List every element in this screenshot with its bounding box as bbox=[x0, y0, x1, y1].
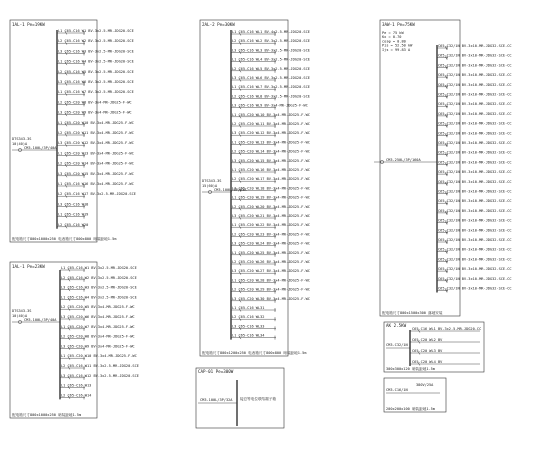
circuit-label: L1 C65-C20 WL28 BV-3x4-MR-JDG25-F-WC bbox=[232, 278, 310, 283]
circuit-row bbox=[231, 324, 276, 330]
circuit-label: L3 C65-C16 WL3 BV-3x2.5-MR-JDG20-SCE bbox=[232, 48, 310, 53]
incoming-rating: 10(40)A bbox=[12, 314, 28, 318]
circuit-label: L1 C65-C16 WL4 BV-3x2.5-MR-JDG20-SCE bbox=[232, 57, 310, 62]
circuit-label: L3 C65-C20 W6 BV-3x4-MR-JDG25-F-WC bbox=[61, 315, 135, 319]
circuit-row bbox=[57, 131, 134, 137]
load-calc-line: cosφ = 0.80 bbox=[382, 39, 406, 44]
circuit-label: L1 C65-C20 W10 BV-3x4-MR-JDG25-F-WC bbox=[58, 120, 134, 125]
circuit-row bbox=[57, 192, 136, 198]
circuit-row bbox=[57, 90, 134, 96]
panel-note: 接总等电位联结端子箱 bbox=[240, 397, 276, 401]
circuit-row bbox=[57, 213, 88, 219]
circuit-row bbox=[57, 151, 134, 157]
circuit-label: L2 C65-C16 W14 bbox=[61, 393, 92, 398]
circuit-row bbox=[437, 257, 512, 263]
circuit-row bbox=[60, 374, 139, 380]
circuit-label: C65-C32/1N BV-3x10-MR-JDG32-SCE-CC bbox=[438, 53, 512, 58]
load-calc-line: Ijs = 99.83 A bbox=[382, 47, 411, 52]
circuit-row bbox=[437, 267, 512, 273]
circuit-label: C65-C32/1N BV-3x10-MR-JDG32-SCE-CC bbox=[438, 44, 512, 48]
panel-footer: 配电箱尺寸800x1000x250 电表箱尺寸800x800 暗装距地1.5m bbox=[12, 237, 117, 241]
incoming-model: DTS343-3S bbox=[202, 179, 222, 183]
circuit-row bbox=[60, 266, 137, 272]
incoming-model: DTS343-3S bbox=[12, 137, 32, 141]
circuit-label: C65-C32/1N BV-3x10-MR-JDG32-SCE-CC bbox=[438, 267, 512, 272]
circuit-label: L2 C65-C20 WL26 BV-3x4-MR-JDG25-F-WC bbox=[232, 260, 310, 264]
circuit-row bbox=[437, 170, 512, 176]
circuit-label: C65-C32/1N BV-3x10-MR-JDG32-SCE-CC bbox=[438, 141, 512, 145]
load-calc-line: Pjs = 52.50 kW bbox=[382, 43, 413, 48]
load-calc-line: Pe = 75 kW bbox=[382, 31, 404, 35]
incoming-breaker: CM3-100L/3P/40A bbox=[24, 146, 57, 150]
circuit-row bbox=[437, 277, 512, 283]
circuit-row bbox=[57, 70, 134, 76]
circuit-row bbox=[437, 141, 512, 147]
circuit-label: L3 C65-C16 W18 bbox=[58, 202, 89, 207]
circuit-label: L1 C65-C16 WL7 BV-3x2.5-MR-JDG20-SCE bbox=[232, 85, 310, 90]
ap-bottom-left bbox=[10, 262, 139, 418]
ap-top-left bbox=[10, 20, 136, 242]
circuit-row bbox=[57, 162, 134, 168]
circuit-label: C65-C32/1N BV-3x10-MR-JDG32-SCE-CC bbox=[438, 208, 512, 213]
circuit-row bbox=[231, 85, 310, 91]
circuit-row bbox=[231, 150, 310, 156]
panel-footer: 200x200x100 暗装距地1.5m bbox=[386, 407, 435, 411]
circuit-label: C65-C16 WL1 BV-3x2.5-MR-JDG20-CC bbox=[412, 327, 482, 331]
incoming-breaker: CM3-250L/3P/160A bbox=[386, 158, 421, 162]
circuit-row bbox=[57, 60, 134, 66]
circuit-row bbox=[60, 295, 137, 301]
circuit-label: L2 C65-C16 W17 BV-3x2.5-MR-JDG20-SCE bbox=[58, 192, 136, 197]
circuit-row bbox=[410, 327, 481, 333]
circuit-label: L1 C65-C20 W10 BV-3x4-MR-JDG25-F-WC bbox=[61, 354, 137, 359]
circuit-row bbox=[437, 73, 512, 79]
circuit-label: L1 C65-C20 WL16 BV-3x4-MR-JDG25-F-WC bbox=[232, 168, 310, 172]
circuit-row bbox=[231, 140, 310, 146]
circuit-label: C65-C32/1N BV-3x10-MR-JDG32-SCE-CC bbox=[438, 189, 512, 194]
circuit-row bbox=[437, 248, 512, 254]
panel-title: 1AL-1 Pe=23KW bbox=[12, 264, 45, 269]
circuit-row bbox=[437, 209, 512, 215]
circuit-label: L3 C65-C20 W9 BV-3x4-MR-JDG25-F-WC bbox=[61, 344, 135, 349]
circuit-row bbox=[437, 63, 512, 69]
circuit-row bbox=[231, 260, 310, 266]
circuit-row bbox=[231, 242, 310, 248]
circuit-label: L2 C65-C16 W5 BV-3x2.5-MR-JDG20-SCE bbox=[58, 69, 134, 74]
circuit-row bbox=[231, 306, 276, 312]
circuit-row bbox=[57, 223, 88, 229]
circuit-row bbox=[231, 251, 310, 257]
circuit-label: C65-C32/1N BV-3x10-MR-JDG32-SCE-CC bbox=[438, 257, 512, 262]
circuit-label: L1 C65-C20 W7 BV-3x4-MR-JDG25-F-WC bbox=[61, 324, 135, 329]
circuit-label: C65-C32/1N BV-3x10-MR-JDG32-SCE-CC bbox=[438, 102, 512, 107]
panel-rating: 380V/25A bbox=[416, 383, 434, 387]
circuit-row bbox=[437, 199, 512, 205]
circuit-row bbox=[410, 349, 480, 355]
circuit-label: L1 C65-C16 WL31 bbox=[232, 306, 265, 310]
circuit-label: C65-C32/1N BV-3x10-MR-JDG32-SCE-CC bbox=[438, 121, 512, 126]
circuit-row bbox=[60, 393, 91, 399]
circuit-label: L3 C65-C20 WL27 BV-3x4-MR-JDG25-F-WC bbox=[232, 269, 310, 274]
panel-title: AK 2.5KW bbox=[386, 323, 407, 328]
circuit-row bbox=[231, 168, 310, 174]
circuit-label: C65-C32/1N BV-3x10-MR-JDG32-SCE-CC bbox=[438, 160, 512, 165]
circuit-row bbox=[231, 196, 310, 202]
circuit-label: L3 C65-C16 WL6 BV-3x2.5-MR-JDG20-SCE bbox=[232, 76, 310, 80]
circuit-label: C65-C32/1N BV-3x10-MR-JDG32-SCE-CC bbox=[438, 73, 512, 78]
incoming-model: DTS343-3S bbox=[12, 309, 32, 313]
circuit-row bbox=[231, 297, 310, 303]
incoming-rating: 10(40)A bbox=[12, 142, 28, 146]
circuit-label: L1 C65-C16 W13 bbox=[61, 383, 92, 388]
circuit-label: L3 C65-C16 W3 BV-3x2.5-MR-JDG20-SCE bbox=[61, 285, 137, 290]
circuit-label: C65-C32/1N BV-3x10-MR-JDG32-SCE-CC bbox=[438, 150, 512, 155]
circuit-row bbox=[437, 44, 512, 50]
circuit-row bbox=[231, 113, 310, 119]
circuit-row bbox=[231, 30, 310, 36]
circuit-label: L3 C65-C20 W9 BV-3x4-MR-JDG25-F-WC bbox=[58, 110, 132, 115]
panel-title: 1AL-1 Pe=19KW bbox=[12, 22, 45, 27]
circuit-label: C65-C32/1N BV-3x10-MR-JDG32-SCE-CC bbox=[438, 63, 512, 68]
circuit-label: L1 C65-C20 WL25 BV-3x4-MR-JDG25-F-WC bbox=[232, 250, 310, 255]
circuit-row bbox=[231, 232, 310, 238]
circuit-label: C65-C32/1N BV-3x10-MR-JDG32-SCE-CC bbox=[438, 228, 512, 233]
circuit-label: L1 C65-C16 W4 BV-3x2.5-MR-JDG20-SCE bbox=[61, 295, 137, 300]
circuit-row bbox=[231, 223, 310, 229]
circuit-row bbox=[437, 219, 512, 225]
incoming-breaker: CM3-C16/1N bbox=[386, 388, 408, 392]
circuit-label: C65-C32/1N BV-3x10-MR-JDG32-SCE-CC bbox=[438, 276, 512, 281]
circuit-row bbox=[57, 182, 134, 188]
circuit-row bbox=[57, 172, 134, 178]
circuit-label: L3 C65-C20 WL12 BV-3x4-MR-JDG25-F-WC bbox=[232, 131, 310, 136]
circuit-label: C65-C32/1N BV-3x10-MR-JDG32-SCE-CC bbox=[438, 238, 512, 242]
circuit-label: L2 C65-C16 W2 BV-3x2.5-MR-JDG20-SCE bbox=[58, 39, 134, 44]
circuit-row bbox=[57, 141, 134, 147]
circuit-row bbox=[437, 160, 512, 166]
panel-footer: 配电箱尺寸800x1000x250 暗装距地1.5m bbox=[12, 413, 82, 417]
panel-footer: 300x300x120 暗装距地1.5m bbox=[386, 367, 435, 371]
circuit-row bbox=[437, 287, 512, 293]
incoming-breaker: CM3-100L/3P/40A bbox=[24, 318, 57, 322]
circuit-label: L2 C65-C20 WL29 BV-3x4-MR-JDG25-F-WC bbox=[232, 287, 310, 292]
circuit-label: L2 C65-C20 WL20 BV-3x4-MR-JDG25-F-WC bbox=[232, 204, 310, 209]
circuit-row bbox=[231, 205, 310, 211]
circuit-label: C65-C32/1N BV-3x10-MR-JDG32-SCE-CC bbox=[438, 179, 512, 184]
circuit-label: L2 C65-C16 W20 bbox=[58, 222, 89, 227]
ap-bottom-right-a bbox=[384, 322, 484, 372]
circuit-label: L1 C65-C20 WL10 BV-3x4-MR-JDG25-F-WC bbox=[232, 112, 310, 117]
ap-top-right bbox=[374, 20, 512, 316]
incoming-rating: 15(60)A bbox=[202, 184, 218, 188]
circuit-label: L2 C65-C20 W14 BV-3x4-MR-JDG25-F-WC bbox=[58, 161, 134, 166]
circuit-row bbox=[437, 112, 512, 118]
circuit-label: L2 C65-C16 W2 BV-3x2.5-MR-JDG20-SCE bbox=[61, 275, 137, 280]
circuit-label: L2 C65-C16 WL32 bbox=[232, 315, 265, 320]
panel-title: 3AW-1 Pe=75KW bbox=[382, 22, 415, 27]
circuit-row bbox=[231, 48, 310, 54]
circuit-row bbox=[231, 58, 310, 64]
circuit-label: L1 C65-C16 W7 BV-3x2.5-MR-JDG20-SCE bbox=[58, 90, 134, 95]
circuit-row bbox=[437, 102, 512, 108]
circuit-row bbox=[60, 384, 91, 390]
circuit-row bbox=[437, 190, 512, 196]
circuit-row bbox=[231, 288, 310, 294]
circuit-label: L2 C65-C20 WL11 BV-3x4-MR-JDG25-F-WC bbox=[232, 122, 310, 126]
circuit-row bbox=[57, 80, 134, 86]
circuit-row bbox=[231, 104, 308, 110]
circuit-label: L3 C65-C20 W12 BV-3x4-MR-JDG25-F-WC bbox=[58, 141, 134, 146]
circuit-label: C65-C32/1N BV-3x10-MR-JDG32-SCE-CC bbox=[438, 92, 512, 97]
circuit-label: L1 C65-C16 WL34 bbox=[232, 333, 265, 338]
circuit-row bbox=[60, 276, 137, 282]
circuit-label: L3 C65-C16 WL9 BV-3x4-MR-JDG25-F-WC bbox=[232, 103, 308, 108]
circuit-row bbox=[231, 67, 310, 73]
circuit-label: L2 C65-C20 WL17 BV-3x4-MR-JDG25-F-WC bbox=[232, 177, 310, 182]
circuit-label: L2 C65-C20 W8 BV-3x4-MR-JDG25-F-WC bbox=[58, 100, 132, 105]
circuit-row bbox=[231, 177, 310, 183]
ap-bottom-right-b bbox=[384, 378, 446, 412]
circuit-label: C65-C32/1N BV-3x10-MR-JDG32-SCE-CC bbox=[438, 111, 512, 116]
incoming-breaker: CM3-100L/3P/32A bbox=[200, 398, 233, 402]
circuit-label: L1 C65-C20 WL19 BV-3x4-MR-JDG25-F-WC bbox=[232, 195, 310, 200]
circuit-row bbox=[437, 122, 512, 128]
circuit-label: L3 C65-C20 W15 BV-3x4-MR-JDG25-F-WC bbox=[58, 171, 134, 176]
circuit-row bbox=[437, 83, 512, 89]
circuit-row bbox=[57, 49, 134, 55]
panel-title: 2AL-2 Pe=30KW bbox=[202, 22, 235, 27]
circuit-row bbox=[231, 159, 310, 165]
circuit-label: C65-C32/1N BV-3x10-MR-JDG32-SCE-CC bbox=[438, 247, 512, 252]
circuit-label: C65-C32/1N BV-3x10-MR-JDG32-SCE-CC bbox=[438, 199, 512, 204]
circuit-label: C65-C20 WL2 BV bbox=[412, 338, 443, 342]
circuit-row bbox=[437, 93, 512, 99]
incoming-breaker: CM3-C32/1N bbox=[386, 343, 408, 347]
circuit-label: L1 C65-C16 W1 BV-3x2.5-MR-JDG20-SCE bbox=[61, 266, 137, 270]
circuit-label: L2 C65-C20 WL14 BV-3x4-MR-JDG25-F-WC bbox=[232, 149, 310, 154]
circuit-row bbox=[231, 334, 276, 340]
circuit-row bbox=[57, 202, 88, 208]
circuit-label: L2 C65-C16 WL2 BV-3x2.5-MR-JDG20-SCE bbox=[232, 39, 310, 44]
panel-title: CAP-01 Pe=300W bbox=[198, 369, 234, 374]
circuit-row bbox=[410, 338, 480, 344]
circuit-label: L1 C65-C16 W1 BV-3x2.5-MR-JDG20-SCE bbox=[58, 29, 134, 33]
ap-bottom-center bbox=[196, 368, 284, 428]
circuit-label: L2 C65-C16 WL8 BV-3x2.5-MR-JDG20-SCE bbox=[232, 94, 310, 99]
circuit-label: L3 C65-C20 WL18 BV-3x4-MR-JDG25-F-WC bbox=[232, 186, 310, 191]
circuit-row bbox=[231, 278, 310, 284]
circuit-label: L3 C65-C20 WL30 BV-3x4-MR-JDG25-F-WC bbox=[232, 296, 310, 301]
circuit-label: L1 C65-C20 W13 BV-3x4-MR-JDG25-F-WC bbox=[58, 151, 134, 156]
circuit-row bbox=[231, 94, 310, 100]
circuit-row bbox=[57, 121, 134, 127]
circuit-label: L3 C65-C16 W3 BV-3x2.5-MR-JDG20-SCE bbox=[58, 49, 134, 54]
circuit-row bbox=[57, 111, 132, 117]
circuit-label: L1 C65-C16 W19 bbox=[58, 212, 89, 217]
circuit-label: C65-C32/1N BV-3x10-MR-JDG32-SCE-CC bbox=[438, 170, 512, 175]
circuit-row bbox=[57, 39, 134, 45]
circuit-row bbox=[231, 269, 310, 275]
circuit-row bbox=[231, 214, 310, 220]
circuit-label: L2 C65-C20 WL23 BV-3x4-MR-JDG25-F-WC bbox=[232, 232, 310, 237]
circuit-label: L1 C65-C20 WL13 BV-3x4-MR-JDG25-F-WC bbox=[232, 140, 310, 145]
circuit-label: C65-C32/1N BV-3x10-MR-JDG32-SCE-CC bbox=[438, 218, 512, 223]
circuit-row bbox=[231, 315, 276, 321]
circuit-label: L2 C65-C20 W11 BV-3x4-MR-JDG25-F-WC bbox=[58, 131, 134, 135]
circuit-row bbox=[57, 100, 132, 106]
panel-footer: 配电箱尺寸800x1500x300 落地安装 bbox=[382, 311, 443, 315]
circuit-row bbox=[60, 364, 139, 370]
circuit-label: L1 C65-C16 WL1 BV-4x2.5-MR-JDG20-SCE bbox=[232, 30, 310, 34]
circuit-row bbox=[437, 228, 512, 234]
circuit-row bbox=[437, 180, 512, 186]
circuit-label: L2 C65-C16 WL5 BV-3x2.5-MR-JDG20-SCE bbox=[232, 66, 310, 71]
circuit-label: L3 C65-C16 WL33 bbox=[232, 324, 265, 329]
circuit-row bbox=[231, 39, 310, 45]
ap-top-center bbox=[200, 20, 310, 356]
circuit-row bbox=[231, 122, 310, 128]
circuit-row bbox=[437, 238, 512, 244]
circuit-row bbox=[437, 54, 512, 60]
circuit-row bbox=[231, 76, 310, 82]
circuit-label: C65-C32/1N BV-3x10-MR-JDG32-SCE-CC bbox=[438, 82, 512, 87]
incoming-breaker: CM3-100L/3P/63A bbox=[214, 188, 247, 192]
circuit-label: C65-C32/1N BV-3x10-MR-JDG32-SCE-CC bbox=[438, 131, 512, 136]
circuit-label: L2 C65-C20 W5 BV-3x4-MR-JDG25-F-WC bbox=[61, 305, 135, 310]
circuit-label: L2 C65-C20 W8 BV-3x4-MR-JDG25-F-WC bbox=[61, 334, 135, 339]
circuit-label: C65-C32/1N BV-3x10-MR-JDG32-SCE-CC bbox=[438, 286, 512, 291]
circuit-label: L3 C65-C20 WL15 BV-3x4-MR-JDG25-F-WC bbox=[232, 158, 310, 163]
panel-footer: 配电箱尺寸800x1200x250 电表箱尺寸800x800 暗装距地1.5m bbox=[202, 351, 307, 355]
load-calc-line: Kx = 0.70 bbox=[382, 35, 402, 40]
circuit-label: L1 C65-C20 WL22 BV-3x4-MR-JDG25-F-WC bbox=[232, 223, 310, 228]
circuit-row bbox=[437, 151, 512, 157]
circuit-label: L1 C65-C16 W4 BV-3x2.5-MR-JDG20-SCE bbox=[58, 59, 134, 64]
circuit-label: L1 C65-C16 W16 BV-3x4-MR-JDG25-F-WC bbox=[58, 182, 134, 186]
circuit-row bbox=[437, 131, 512, 137]
circuit-row bbox=[60, 354, 137, 360]
circuit-label: C65-C20 WL4 BV bbox=[412, 360, 443, 364]
circuit-row bbox=[410, 360, 480, 366]
circuit-label: L3 C65-C20 WL24 BV-3x4-MR-JDG25-F-WC bbox=[232, 241, 310, 246]
circuit-label: L3 C65-C16 W12 BV-3x2.5-MR-JDG20-SCE bbox=[61, 373, 139, 378]
circuit-label: L3 C65-C20 WL21 BV-3x4-MR-JDG25-F-WC bbox=[232, 214, 310, 218]
circuit-row bbox=[60, 286, 137, 292]
circuit-label: L2 C65-C16 W11 BV-3x2.5-MR-JDG20-SCE bbox=[61, 364, 139, 368]
circuit-label: C65-C20 WL3 BV bbox=[412, 349, 443, 353]
circuit-label: L3 C65-C16 W6 BV-3x2.5-MR-JDG20-SCE bbox=[58, 80, 134, 84]
circuit-row bbox=[231, 131, 310, 137]
circuit-row bbox=[57, 29, 134, 35]
